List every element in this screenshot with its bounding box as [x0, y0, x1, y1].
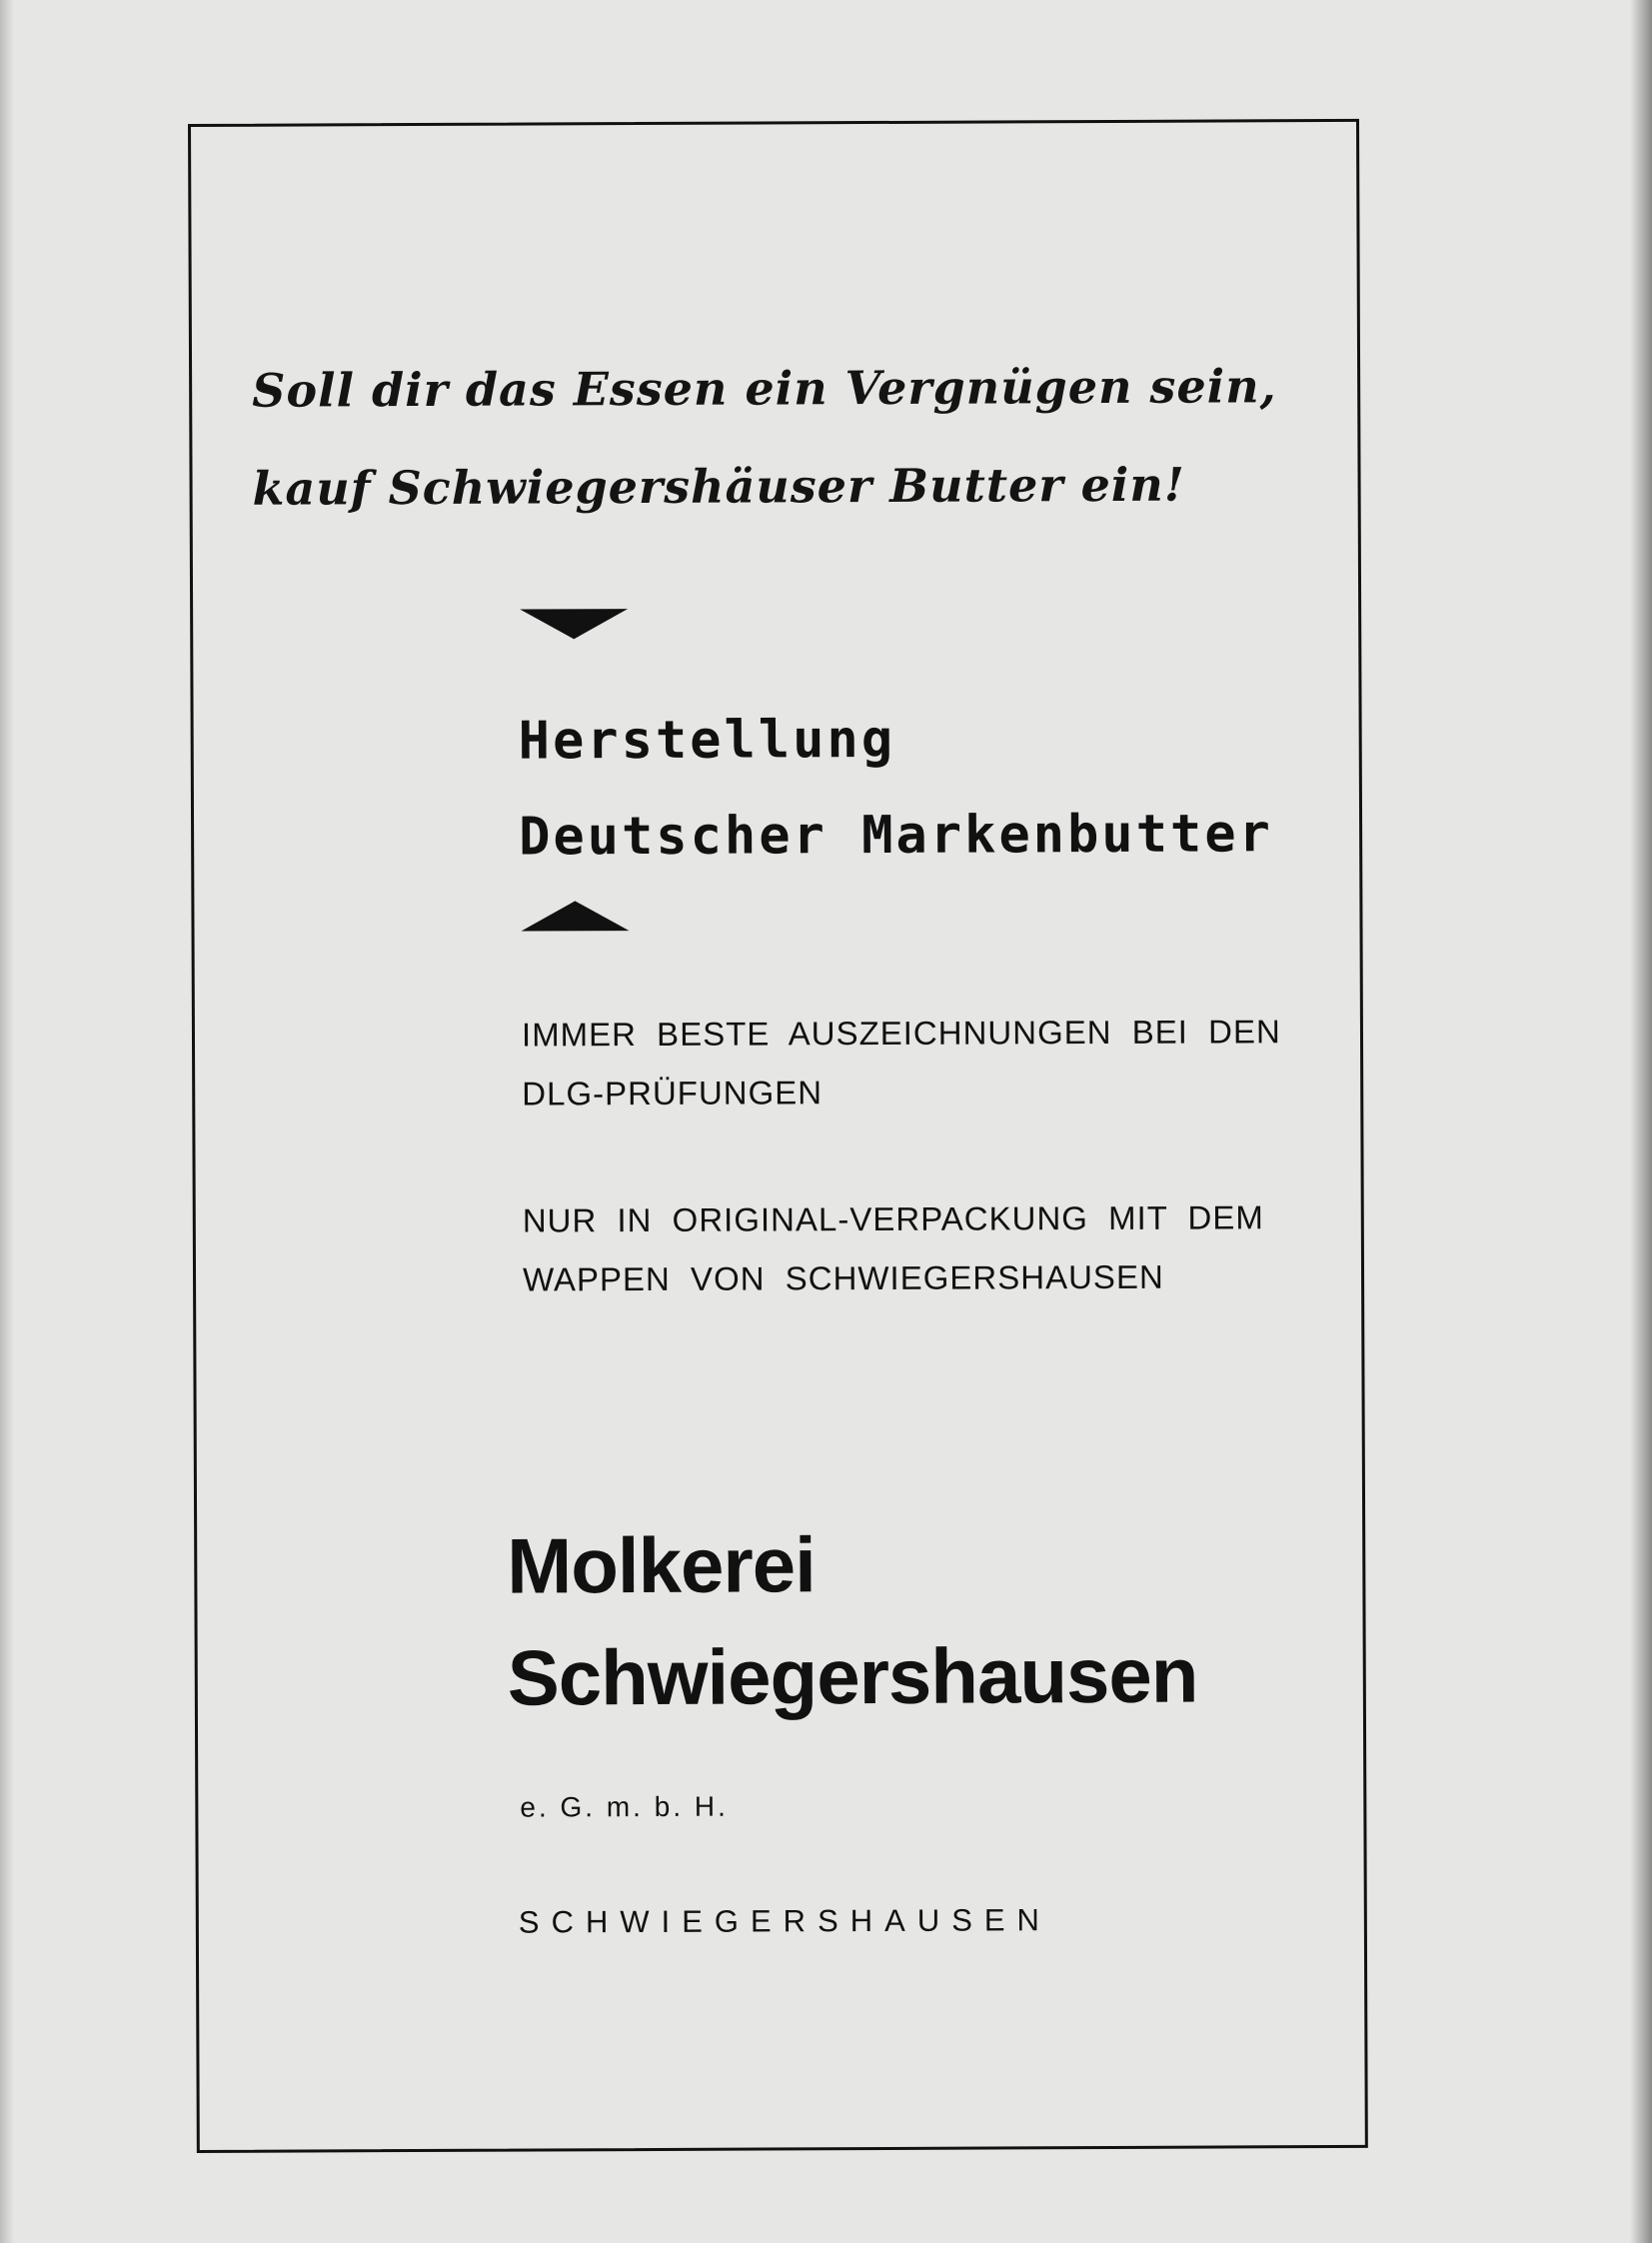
- triangle-up-icon: [521, 901, 629, 931]
- page-edge-shadow-left: [0, 0, 14, 2243]
- triangle-down-icon: [520, 609, 628, 639]
- slogan: [252, 337, 1277, 537]
- award-claim: IMMER BESTE AUSZEICHNUNGEN BEI DEN DLG-PRÜFUNGEN: [521, 1013, 1281, 1113]
- company-location: SCHWIEGERSHAUSEN: [518, 1902, 1051, 1940]
- slogan-line-2: kauf Schwiegershäuser Butter ein!: [252, 457, 1186, 516]
- headline-line-1: Herstellung: [518, 709, 896, 772]
- packaging-claim: NUR IN ORIGINAL-VERPACKUNG MIT DEM WAPPEN VON SCHWIEGERSHAUSEN: [522, 1198, 1264, 1298]
- company-name-line-2: Schwiegershausen: [507, 1630, 1198, 1722]
- slogan-line-1: Soll dir das Essen ein Vergnügen sein,: [252, 359, 1277, 418]
- headline: [518, 690, 1273, 885]
- company-name: [507, 1507, 1198, 1734]
- legal-form: e. G. m. b. H.: [520, 1790, 729, 1823]
- headline-line-2: Deutscher Markenbutter: [518, 804, 1273, 868]
- advertisement-frame: [188, 119, 1368, 2153]
- page-edge-shadow-right: [1630, 0, 1652, 2243]
- company-name-line-1: Molkerei: [507, 1520, 816, 1610]
